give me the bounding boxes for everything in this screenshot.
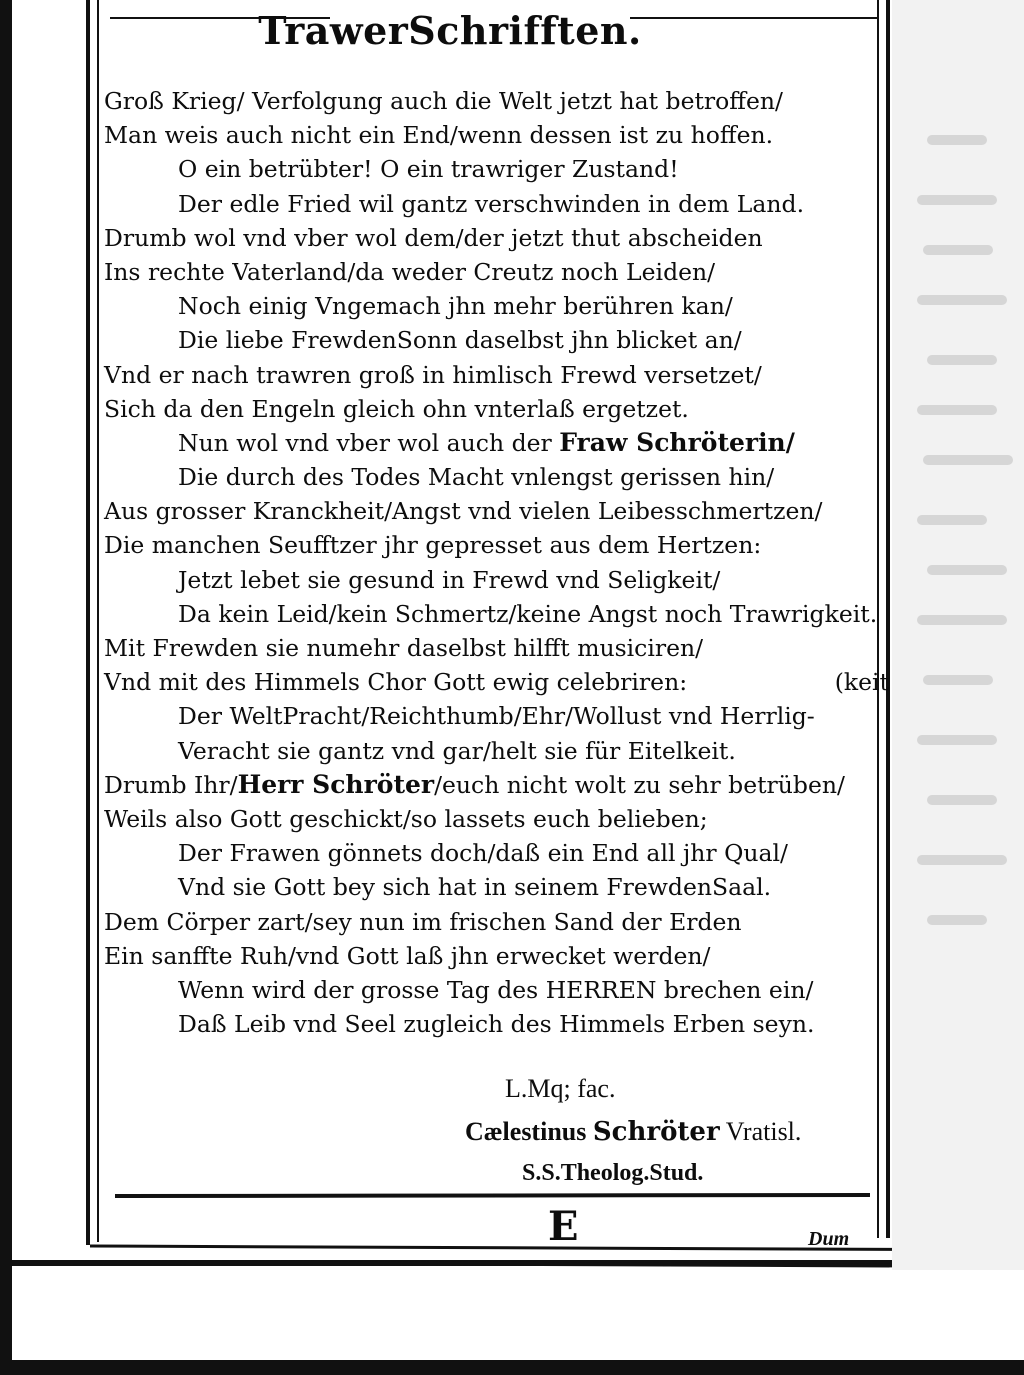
turnover-keit: (keit — [834, 668, 889, 697]
verse-line: Noch einig Vngemach jhn mehr berühren kan/ — [178, 292, 733, 321]
author-title: S.S.Theolog.Stud. — [522, 1160, 704, 1186]
verse-line: Daß Leib vnd Seel zugleich des Himmels Erben seyn. — [178, 1010, 815, 1039]
verse-line: Die manchen Seufftzer jhr gepresset aus dem Hertzen: — [104, 531, 762, 560]
catchword: Dum — [808, 1228, 850, 1250]
verse-line: Ins rechte Vaterland/da weder Creutz noch Leiden/ — [104, 257, 716, 286]
verse-line: Der Frawen gönnets doch/daß ein End all jhr Qual/ — [178, 839, 788, 868]
verse-line: Sich da den Engeln gleich ohn vnterlaß ergetzet. — [104, 394, 689, 423]
verse-line: Groß Krieg/ Verfolgung auch die Welt jetzt hat betroffen/ — [104, 87, 783, 115]
name-herr-schroeter: Herr Schröter — [237, 769, 435, 799]
verse-line: Da kein Leid/kein Schmertz/keine Angst noch Trawrigkeit. — [178, 599, 878, 628]
verse-line: Man weis auch nicht ein End/wenn dessen ist zu hoffen. — [104, 121, 774, 150]
verse-line: Mit Frewden sie numehr daselbst hilfft musiciren/ — [104, 634, 704, 662]
verse-line: Veracht sie gantz vnd gar/helt sie für Eitelkeit. — [178, 736, 736, 765]
verse-line: Jetzt lebet sie gesund in Frewd vnd Seligkeit/ — [178, 565, 721, 594]
author-initials: L.Mq; fac. — [505, 1074, 616, 1103]
show-through-marks — [892, 100, 1024, 1000]
verse-line: O ein betrübter! O ein trawriger Zustand! — [178, 155, 679, 184]
verse-line: Aus grosser Kranckheit/Angst vnd vielen Leibesschmertzen/ — [104, 497, 823, 526]
verse-line: Nun wol vnd vber wol auch der Fraw Schröterin/ — [178, 427, 795, 457]
verse-line: Drumb wol vnd vber wol dem/der jetzt thut abscheiden — [104, 223, 763, 252]
verse-line: Der edle Fried wil gantz verschwinden in dem Land. — [178, 189, 805, 218]
verse-line: Vnd er nach trawren groß in himlisch Frewd versetzet/ — [104, 360, 762, 389]
verse-line: Die liebe FrewdenSonn daselbst jhn blicket an/ — [178, 326, 742, 355]
verse-line: Ein sanffte Ruh/vnd Gott laß jhn erwecket werden/ — [104, 941, 711, 970]
page-title: TrawerSchrifften. — [258, 8, 642, 53]
verse-line: Vnd mit des Himmels Chor Gott ewig celebriren: (keit — [104, 665, 889, 699]
poem-body — [104, 84, 889, 1041]
name-fraw-schroeterin: Fraw Schröterin/ — [559, 427, 795, 457]
verse-line: Der WeltPracht/Reichthumb/Ehr/Wollust vnd Herrlig- — [178, 702, 815, 731]
verse-line: Drumb Ihr/Herr Schröter/euch nicht wolt zu sehr betrüben/ — [104, 769, 845, 799]
verse-line: Die durch des Todes Macht vnlengst gerissen hin/ — [178, 463, 775, 492]
verse-line: Weils also Gott geschickt/so lassets euch belieben; — [104, 804, 708, 833]
verse-line: Vnd sie Gott bey sich hat in seinem FrewdenSaal. — [178, 873, 772, 902]
author-name: Cælestinus Schröter Vratisl. — [465, 1117, 802, 1147]
verse-line: Wenn wird der grosse Tag des HERREN brechen ein/ — [178, 975, 814, 1004]
verse-line: Dem Cörper zart/sey nun im frischen Sand der Erden — [104, 907, 742, 936]
signature-mark: E — [548, 1203, 579, 1250]
